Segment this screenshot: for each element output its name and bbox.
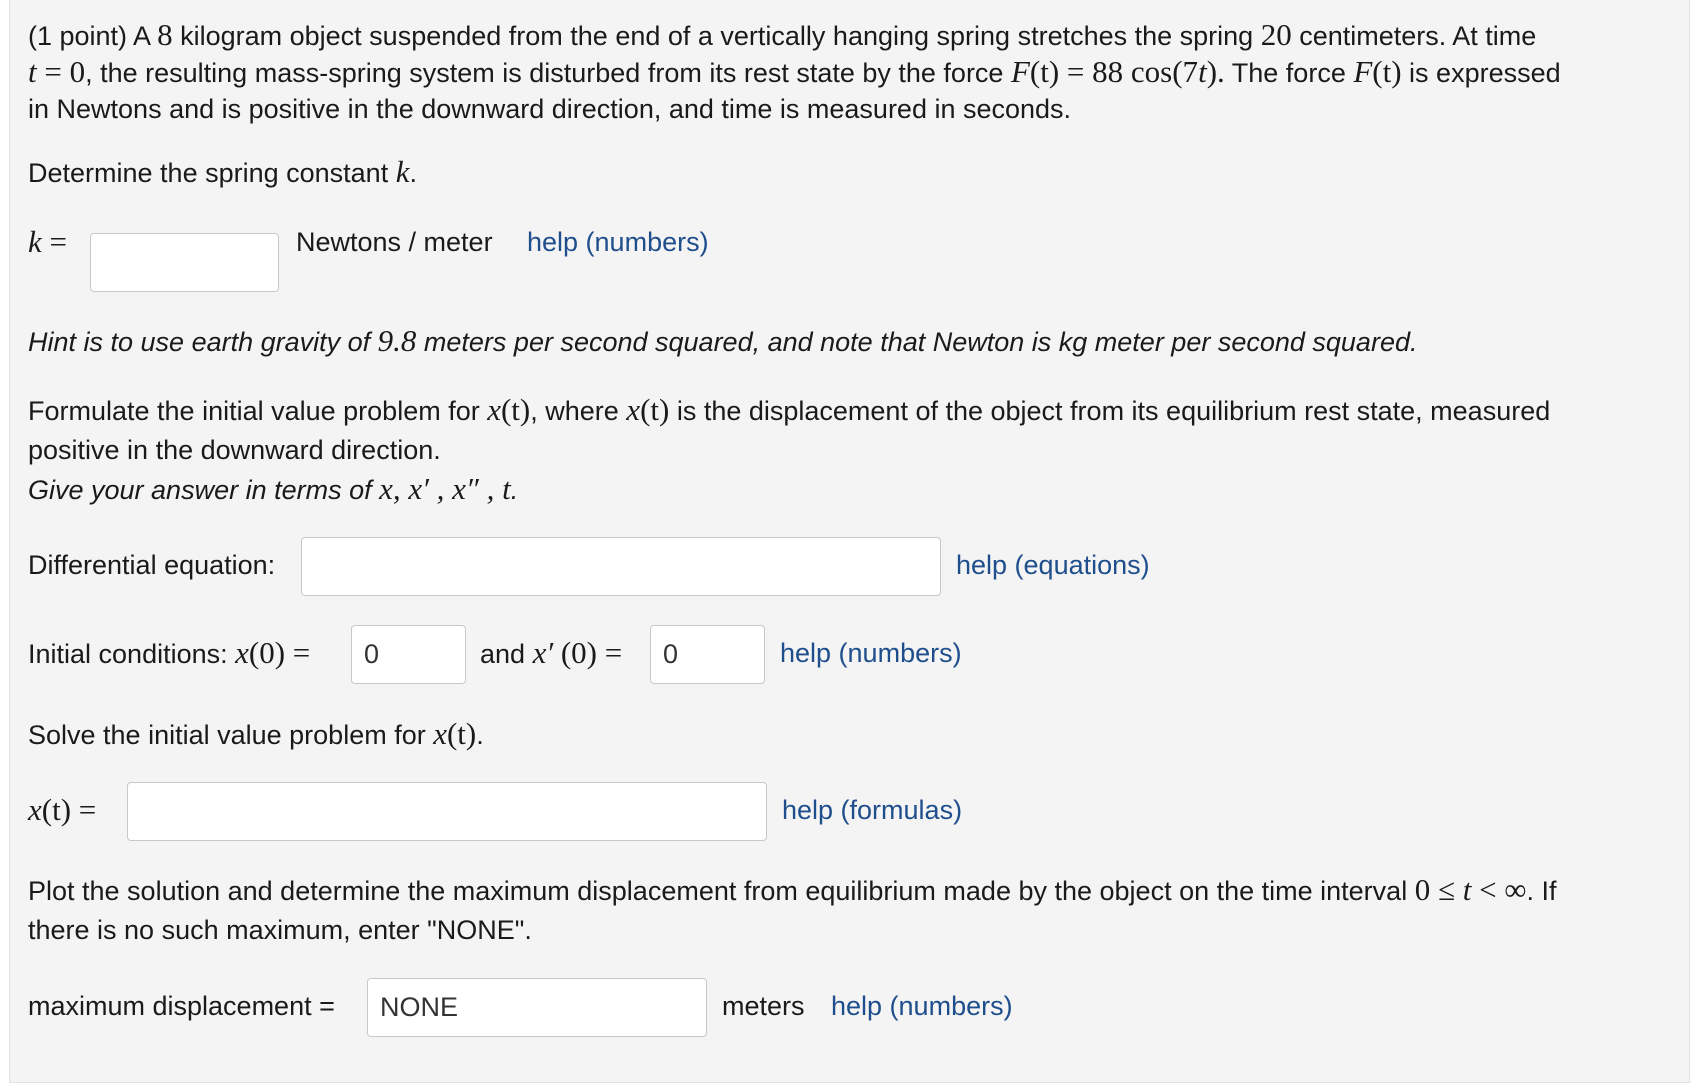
plot-line-2: there is no such maximum, enter "NONE". — [28, 915, 532, 945]
ic-and-label: and x′ (0) = — [480, 635, 623, 670]
solve-input[interactable] — [127, 782, 767, 841]
plot-line-1: Plot the solution and determine the maximum displacement from equilibrium made by the object on the time interval 0 ≤ t < ∞. If — [28, 872, 1557, 907]
formulate-line-2: positive in the downward direction. — [28, 435, 441, 465]
solve-label: x(t) = — [28, 792, 97, 827]
solve-help-link[interactable]: help (formulas) — [782, 795, 963, 825]
problem-line-2: t = 0, the resulting mass-spring system is disturbed from its rest state by the force F(t) = 88 cos(7t). The force F(t) is expressed — [28, 54, 1561, 89]
solve-prompt: Solve the initial value problem for x(t). — [28, 716, 484, 751]
formulate-line-1: Formulate the initial value problem for x(t), where x(t) is the displacement of the object from its equilibrium rest state, measured — [28, 392, 1551, 427]
ic-help-link[interactable]: help (numbers) — [780, 638, 962, 668]
k-help-link[interactable]: help (numbers) — [527, 227, 709, 257]
k-prompt: Determine the spring constant k. — [28, 154, 417, 189]
problem-line-3: in Newtons and is positive in the downward direction, and time is measured in seconds. — [28, 94, 1072, 124]
k-input[interactable] — [90, 233, 279, 292]
maxdisp-units: meters — [722, 991, 805, 1021]
k-units: Newtons / meter — [296, 227, 493, 257]
ic-x0-input[interactable] — [351, 625, 466, 684]
maxdisp-help-link[interactable]: help (numbers) — [831, 991, 1013, 1021]
formulate-give: Give your answer in terms of x, x′ , x″ , t. — [28, 471, 519, 506]
problem-line-1: (1 point) A 8 kilogram object suspended from the end of a vertically hanging spring stretches the spring 20 centimeters. At time — [28, 17, 1537, 52]
k-label: k = — [28, 224, 67, 259]
ic-xp0-input[interactable] — [650, 625, 765, 684]
maxdisp-input[interactable] — [367, 978, 707, 1037]
de-help-link[interactable]: help (equations) — [956, 550, 1150, 580]
de-label: Differential equation: — [28, 550, 276, 580]
de-input[interactable] — [301, 537, 941, 596]
hint-text: Hint is to use earth gravity of 9.8 meters per second squared, and note that Newton is kg meter per second squared. — [28, 323, 1418, 358]
ic-label: Initial conditions: x(0) = — [28, 635, 311, 670]
maxdisp-label: maximum displacement = — [28, 991, 335, 1021]
